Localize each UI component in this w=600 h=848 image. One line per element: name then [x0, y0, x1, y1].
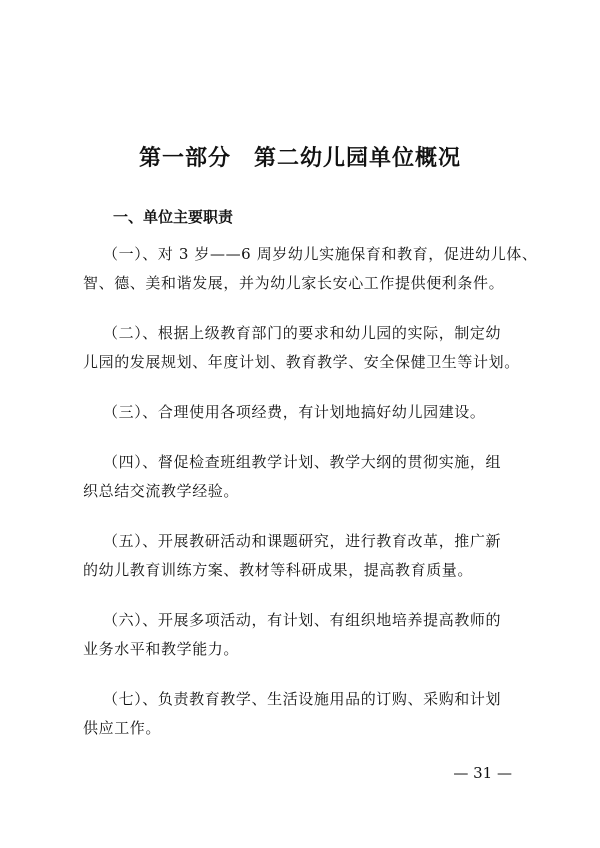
section-heading: 一、单位主要职责	[113, 208, 234, 226]
paragraph-line: （二）、根据上级教育部门的要求和幼儿园的实际，制定幼	[103, 324, 502, 342]
paragraph-1	[83, 240, 538, 298]
paragraph-line: （四）、督促检查班组教学计划、教学大纲的贯彻实施，组	[103, 453, 502, 471]
paragraph-line: 业务水平和教学能力。	[83, 640, 240, 658]
paragraph-5	[83, 527, 523, 585]
paragraph-line: （五）、开展教研活动和课题研究，进行教育改革，推广新	[103, 532, 502, 550]
paragraph-line: （六）、开展多项活动，有计划、有组织地培养提高教师的	[103, 611, 502, 629]
paragraph-line: 织总结交流教学经验。	[83, 482, 240, 500]
paragraph-line: 的幼儿教育训练方案、教材等科研成果，提高教育质量。	[83, 561, 474, 579]
paragraph-3	[83, 398, 523, 427]
page-number: — 31 —	[453, 764, 512, 782]
paragraph-line: （三）、合理使用各项经费，有计划地搞好幼儿园建设。	[103, 403, 486, 421]
paragraph-line: 儿园的发展规划、年度计划、教育教学、安全保健卫生等计划。	[83, 353, 520, 371]
paragraph-6	[83, 606, 523, 664]
paragraph-4	[83, 448, 523, 506]
body-text	[83, 240, 538, 764]
paragraph-7	[83, 685, 523, 743]
paragraph-line: （一）、对 3 岁——6 周岁幼儿实施保育和教育，促进幼儿体、	[103, 245, 538, 263]
paragraph-line: 智、德、美和谐发展，并为幼儿家长安心工作提供便利条件。	[83, 274, 505, 292]
paragraph-line: （七）、负责教育教学、生活设施用品的订购、采购和计划	[103, 690, 502, 708]
paragraph-line: 供应工作。	[83, 719, 162, 737]
paragraph-2	[83, 319, 523, 377]
page-title: 第一部分 第二幼儿园单位概况	[138, 146, 461, 171]
